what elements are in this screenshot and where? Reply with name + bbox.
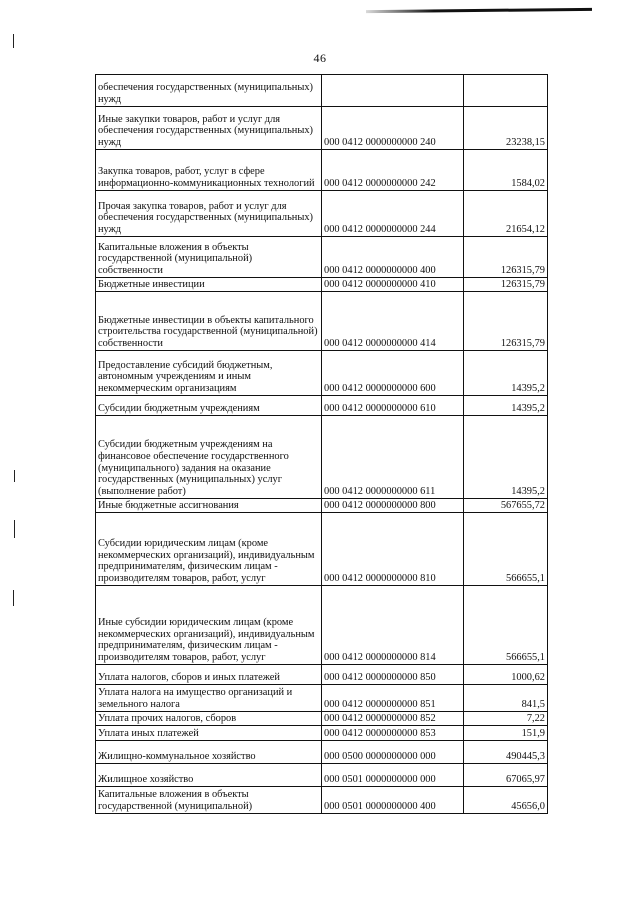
row-amount: 126315,79 <box>464 278 548 292</box>
row-code: 000 0412 0000000000 240 <box>322 107 464 150</box>
row-code: 000 0412 0000000000 410 <box>322 278 464 292</box>
table-row <box>96 685 548 712</box>
row-name: Жилищное хозяйство <box>96 764 322 787</box>
row-code: 000 0412 0000000000 244 <box>322 191 464 237</box>
row-code: 000 0412 0000000000 850 <box>322 665 464 685</box>
row-code: 000 0501 0000000000 000 <box>322 764 464 787</box>
row-name: Бюджетные инвестиции в объекты капитального строительства государственной (муниципальной) собственности <box>96 292 322 351</box>
table-row <box>96 665 548 685</box>
row-code: 000 0412 0000000000 242 <box>322 150 464 191</box>
page-number: 46 <box>313 51 327 65</box>
row-amount: 21654,12 <box>464 191 548 237</box>
row-code: 000 0412 0000000000 852 <box>322 712 464 726</box>
row-amount: 841,5 <box>464 685 548 712</box>
row-amount: 126315,79 <box>464 292 548 351</box>
margin-mark <box>14 520 15 538</box>
budget-table-body <box>96 75 548 814</box>
table-row <box>96 191 548 237</box>
row-amount: 490445,3 <box>464 741 548 764</box>
row-amount: 14395,2 <box>464 396 548 416</box>
margin-mark <box>13 34 14 48</box>
row-name: Субсидии бюджетным учреждениям <box>96 396 322 416</box>
row-code: 000 0412 0000000000 414 <box>322 292 464 351</box>
table-row <box>96 513 548 586</box>
row-code: 000 0412 0000000000 810 <box>322 513 464 586</box>
row-name: Иные закупки товаров, работ и услуг для обеспечения государственных (муниципальных) нужд <box>96 107 322 150</box>
row-name: Иные бюджетные ассигнования <box>96 499 322 513</box>
table-row <box>96 150 548 191</box>
row-name: Субсидии юридическим лицам (кроме некоммерческих организаций), индивидуальным предпринимателям, физическим лицам - производителям товаров, работ, услуг <box>96 513 322 586</box>
row-name: Прочая закупка товаров, работ и услуг для обеспечения государственных (муниципальных) нужд <box>96 191 322 237</box>
table-row <box>96 712 548 726</box>
row-amount <box>464 75 548 107</box>
row-code: 000 0412 0000000000 600 <box>322 351 464 396</box>
row-amount: 566655,1 <box>464 513 548 586</box>
row-amount: 14395,2 <box>464 416 548 499</box>
table-row <box>96 237 548 278</box>
row-name: Капитальные вложения в объекты государственной (муниципальной) собственности <box>96 237 322 278</box>
table-row <box>96 292 548 351</box>
row-name: обеспечения государственных (муниципальных) нужд <box>96 75 322 107</box>
row-amount: 67065,97 <box>464 764 548 787</box>
row-amount: 567655,72 <box>464 499 548 513</box>
table-row <box>96 764 548 787</box>
row-code: 000 0412 0000000000 853 <box>322 726 464 741</box>
row-amount: 14395,2 <box>464 351 548 396</box>
table-row <box>96 107 548 150</box>
row-name: Уплата налогов, сборов и иных платежей <box>96 665 322 685</box>
row-code: 000 0412 0000000000 610 <box>322 396 464 416</box>
table-row <box>96 586 548 665</box>
row-name: Уплата прочих налогов, сборов <box>96 712 322 726</box>
row-amount: 1584,02 <box>464 150 548 191</box>
table-row <box>96 75 548 107</box>
row-name: Субсидии бюджетным учреждениям на финансовое обеспечение государственного (муниципального) задания на оказание государственных (муниципальных) услуг (выполнение работ) <box>96 416 322 499</box>
table-row <box>96 741 548 764</box>
table-row <box>96 396 548 416</box>
row-code: 000 0412 0000000000 400 <box>322 237 464 278</box>
margin-mark <box>13 590 14 606</box>
row-code <box>322 75 464 107</box>
row-amount: 1000,62 <box>464 665 548 685</box>
row-code: 000 0412 0000000000 851 <box>322 685 464 712</box>
scan-artifact-line <box>366 8 592 13</box>
table-row <box>96 351 548 396</box>
row-name: Уплата иных платежей <box>96 726 322 741</box>
row-amount: 7,22 <box>464 712 548 726</box>
table-row <box>96 278 548 292</box>
row-amount: 151,9 <box>464 726 548 741</box>
row-code: 000 0412 0000000000 800 <box>322 499 464 513</box>
table-row <box>96 499 548 513</box>
row-name: Закупка товаров, работ, услуг в сфере информационно-коммуникационных технологий <box>96 150 322 191</box>
row-name: Иные субсидии юридическим лицам (кроме некоммерческих организаций), индивидуальным предпринимателям, физическим лицам - производителям товаров, работ, услуг <box>96 586 322 665</box>
table-row <box>96 726 548 741</box>
row-amount: 45656,0 <box>464 787 548 814</box>
margin-mark <box>14 470 15 482</box>
row-code: 000 0501 0000000000 400 <box>322 787 464 814</box>
row-code: 000 0412 0000000000 814 <box>322 586 464 665</box>
table-row <box>96 787 548 814</box>
row-amount: 566655,1 <box>464 586 548 665</box>
row-name: Жилищно-коммунальное хозяйство <box>96 741 322 764</box>
row-code: 000 0412 0000000000 611 <box>322 416 464 499</box>
row-name: Уплата налога на имущество организаций и земельного налога <box>96 685 322 712</box>
row-name: Предоставление субсидий бюджетным, автономным учреждениям и иным некоммерческим организациям <box>96 351 322 396</box>
row-amount: 126315,79 <box>464 237 548 278</box>
table-row <box>96 416 548 499</box>
budget-table <box>95 74 548 814</box>
row-name: Капитальные вложения в объекты государственной (муниципальной) <box>96 787 322 814</box>
row-code: 000 0500 0000000000 000 <box>322 741 464 764</box>
row-name: Бюджетные инвестиции <box>96 278 322 292</box>
row-amount: 23238,15 <box>464 107 548 150</box>
